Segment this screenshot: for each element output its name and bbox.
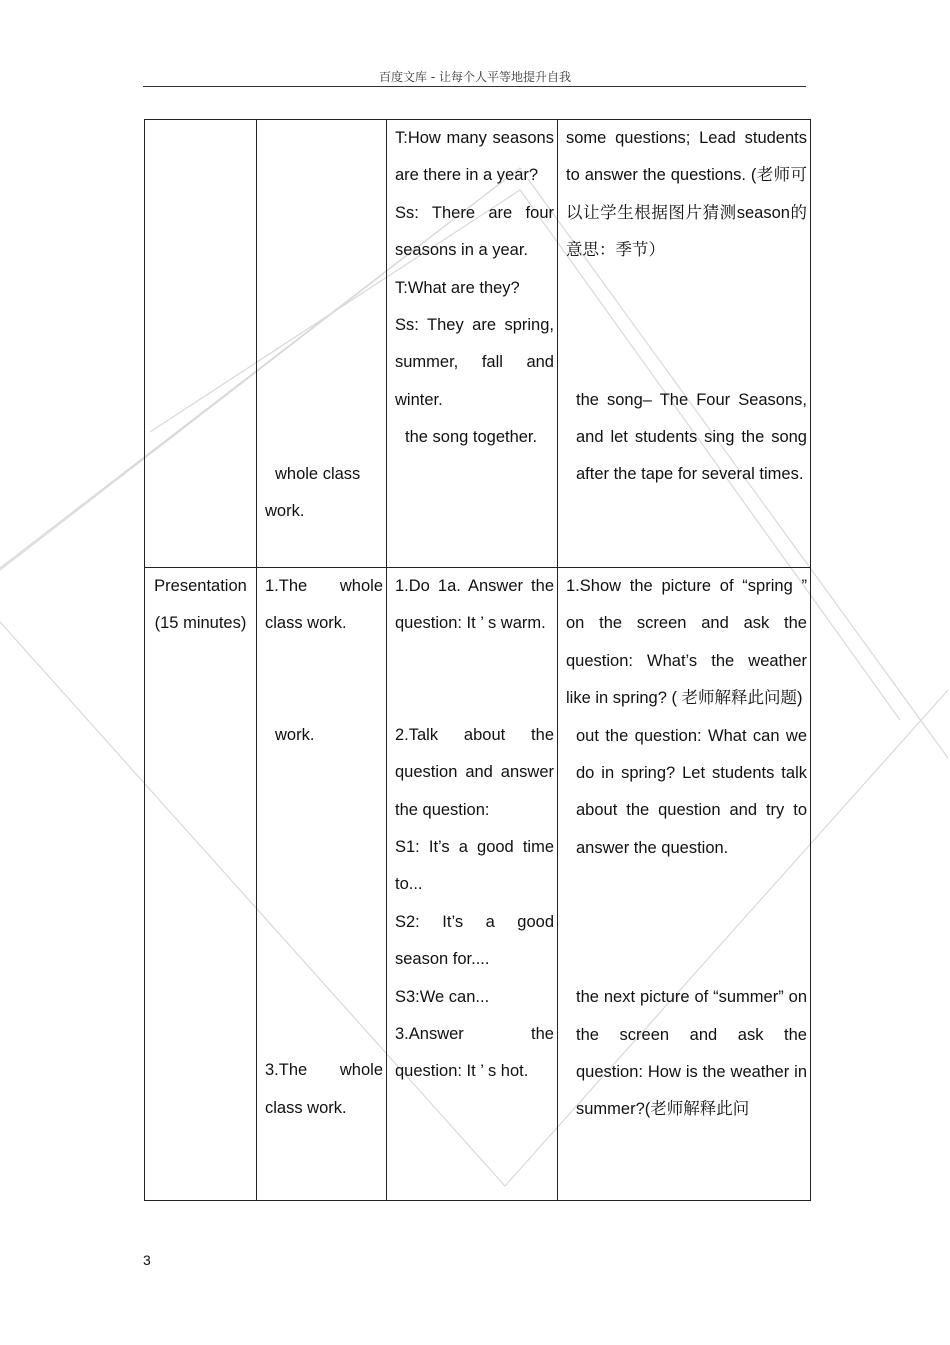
teacher-activity-cell bbox=[558, 120, 811, 568]
activity-text-line: work. bbox=[265, 502, 305, 521]
teacher-text: the song– The Four Seasons, and let students sing the song after the tape for several times. bbox=[576, 390, 807, 484]
student-text: 2.Talk about the question and answer the question: bbox=[395, 725, 554, 819]
student-text: S2: It’s a good season for.... bbox=[395, 912, 554, 969]
header-rule bbox=[143, 86, 806, 87]
stage-cell bbox=[145, 568, 257, 1201]
page-header: 百度文库 - 让每个人平等地提升自我 bbox=[379, 70, 571, 84]
activity-text: 3.The whole class work. bbox=[265, 1061, 383, 1117]
student-text: T:What are they? bbox=[395, 278, 520, 297]
lesson-plan-table bbox=[144, 119, 811, 1201]
activity-cell bbox=[257, 568, 387, 1201]
student-text: S3:We can... bbox=[395, 987, 490, 1006]
activity-cell bbox=[257, 120, 387, 568]
table-row bbox=[145, 568, 811, 1201]
teacher-activity-cell bbox=[558, 568, 811, 1201]
student-text: the song together. bbox=[405, 428, 538, 447]
page-number: 3 bbox=[143, 1252, 151, 1268]
table-row bbox=[145, 120, 811, 568]
student-text: 3.Answer the question: It ’ s hot. bbox=[395, 1025, 554, 1081]
student-activity-cell bbox=[387, 120, 558, 568]
student-activity-cell bbox=[387, 568, 558, 1201]
teacher-text: the next picture of “summer” on the screen and ask the question: How is the weather in summer?(老师解释此问 bbox=[576, 988, 807, 1119]
activity-text: 1.The whole class work. bbox=[265, 577, 383, 633]
activity-text-line: whole class bbox=[275, 465, 361, 483]
student-text: Ss: They are spring, summer, fall and winter. bbox=[395, 316, 554, 409]
student-text: 1.Do 1a. Answer the question: It ’ s warm. bbox=[395, 577, 554, 633]
stage-cell-empty bbox=[145, 120, 257, 568]
student-text: S1: It’s a good time to... bbox=[395, 838, 554, 894]
activity-text: work. bbox=[275, 725, 315, 744]
teacher-text: some questions; Lead students to answer the questions. (老师可以让学生根据图片猜测season的意思：季节） bbox=[566, 129, 807, 260]
teacher-text: out the question: What can we do in spring? Let students talk about the question and try to answer the question. bbox=[576, 726, 807, 857]
student-text: T:How many seasons are there in a year? bbox=[395, 129, 554, 185]
stage-label: Presentation (15 minutes) bbox=[154, 577, 247, 633]
teacher-text: 1.Show the picture of “spring ” on the screen and ask the question: What’s the weather like in spring? ( 老师解释此问题) bbox=[566, 577, 807, 708]
student-text: Ss: There are four seasons in a year. bbox=[395, 203, 554, 260]
